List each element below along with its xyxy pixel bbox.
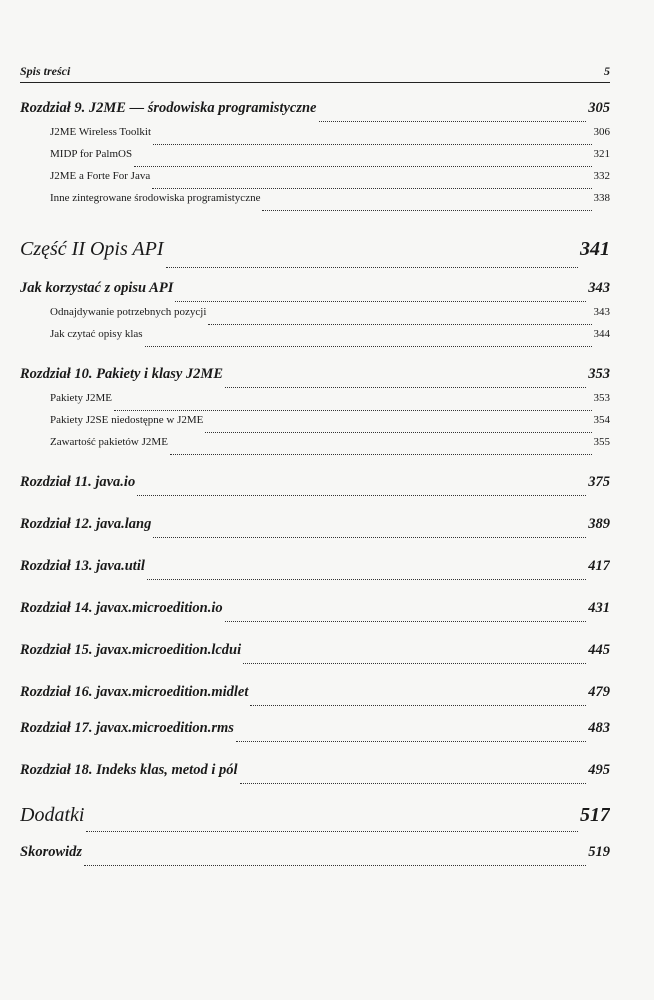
dot-leader (137, 495, 586, 496)
toc-entry-title: Skorowidz (20, 844, 83, 860)
dot-leader (175, 301, 586, 302)
toc-entry-title: Część II Opis API (20, 238, 164, 260)
dot-leader (225, 621, 587, 622)
toc-chapter-16[interactable] (20, 684, 610, 710)
toc-entry-title: Jak korzystać z opisu API (20, 280, 174, 296)
toc-entry-page: 517 (580, 804, 610, 826)
dot-leader (250, 705, 586, 706)
dot-leader (243, 663, 586, 664)
toc-entry-page: 332 (593, 170, 610, 182)
dot-leader (114, 410, 591, 411)
toc-entry-page: 389 (588, 516, 610, 532)
toc-entry-title: Rozdział 9. J2ME — środowiska programistyczne (20, 100, 317, 116)
dot-leader (262, 210, 591, 211)
toc-subentry[interactable] (20, 126, 610, 148)
toc-entry-page: 305 (588, 100, 610, 116)
toc-subentry[interactable] (20, 148, 610, 170)
dot-leader (205, 432, 591, 433)
toc-entry-page: 306 (593, 126, 610, 138)
toc-entry-page: 495 (588, 762, 610, 778)
dot-leader (145, 346, 592, 347)
table-of-contents (20, 100, 610, 870)
toc-entry-title: Pakiety J2SE niedostępne w J2ME (50, 414, 204, 426)
toc-chapter-11[interactable] (20, 474, 610, 500)
toc-entry-title: Rozdział 10. Pakiety i klasy J2ME (20, 366, 223, 382)
toc-entry-page: 479 (588, 684, 610, 700)
toc-subentry[interactable] (20, 436, 610, 458)
toc-entry-page: 355 (593, 436, 610, 448)
toc-index[interactable] (20, 844, 610, 870)
toc-entry-page: 344 (593, 328, 610, 340)
toc-subentry[interactable] (20, 192, 610, 214)
toc-entry-title: Odnajdywanie potrzebnych pozycji (50, 306, 207, 318)
toc-entry-title: Rozdział 13. java.util (20, 558, 145, 574)
dot-leader (84, 865, 586, 866)
toc-subentry[interactable] (20, 170, 610, 192)
toc-entry-page: 341 (580, 238, 610, 260)
toc-entry-page: 431 (588, 600, 610, 616)
dot-leader (147, 579, 586, 580)
dot-leader (134, 166, 591, 167)
toc-entry-page: 375 (588, 474, 610, 490)
toc-entry-page: 343 (588, 280, 610, 296)
toc-chapter-10[interactable] (20, 366, 610, 392)
toc-entry-page: 354 (593, 414, 610, 426)
toc-chapter-15[interactable] (20, 642, 610, 668)
toc-entry-title: Zawartość pakietów J2ME (50, 436, 168, 448)
dot-leader (225, 387, 586, 388)
toc-entry-title: Pakiety J2ME (50, 392, 113, 404)
dot-leader (166, 267, 579, 268)
dot-leader (208, 324, 591, 325)
toc-chapter-9[interactable] (20, 100, 610, 126)
toc-chapter-14[interactable] (20, 600, 610, 626)
dot-leader (240, 783, 587, 784)
toc-appendices[interactable] (20, 804, 610, 836)
toc-chapter-17[interactable] (20, 720, 610, 746)
toc-part-2[interactable] (20, 238, 610, 272)
toc-entry-title: Rozdział 12. java.lang (20, 516, 152, 532)
dot-leader (319, 121, 587, 122)
toc-entry-title: Inne zintegrowane środowiska programistyczne (50, 192, 261, 204)
dot-leader (153, 537, 586, 538)
dot-leader (170, 454, 592, 455)
dot-leader (236, 741, 586, 742)
toc-entry-page: 417 (588, 558, 610, 574)
toc-entry-page: 321 (593, 148, 610, 160)
toc-entry-page: 483 (588, 720, 610, 736)
toc-entry-title: J2ME a Forte For Java (50, 170, 151, 182)
toc-entry-title: J2ME Wireless Toolkit (50, 126, 152, 138)
toc-subentry[interactable] (20, 328, 610, 350)
section-title: Spis treści (20, 64, 71, 78)
toc-entry-title: Rozdział 11. java.io (20, 474, 136, 490)
toc-entry-title: MIDP for PalmOS (50, 148, 133, 160)
toc-entry-page: 353 (588, 366, 610, 382)
toc-entry-page: 343 (593, 306, 610, 318)
toc-chapter-12[interactable] (20, 516, 610, 542)
toc-entry-page: 445 (588, 642, 610, 658)
dot-leader (152, 188, 591, 189)
dot-leader (86, 831, 578, 832)
toc-entry-title: Rozdział 16. javax.microedition.midlet (20, 684, 249, 700)
toc-subentry[interactable] (20, 414, 610, 436)
toc-api-usage[interactable] (20, 280, 610, 306)
toc-chapter-13[interactable] (20, 558, 610, 584)
dot-leader (153, 144, 591, 145)
page-number: 5 (604, 64, 610, 78)
toc-subentry[interactable] (20, 392, 610, 414)
toc-entry-title: Rozdział 17. javax.microedition.rms (20, 720, 234, 736)
toc-entry-page: 338 (593, 192, 610, 204)
toc-entry-page: 519 (588, 844, 610, 860)
toc-entry-title: Rozdział 18. Indeks klas, metod i pól (20, 762, 238, 778)
running-header (20, 64, 610, 83)
toc-entry-title: Rozdział 15. javax.microedition.lcdui (20, 642, 242, 658)
toc-entry-title: Jak czytać opisy klas (50, 328, 143, 340)
toc-entry-page: 353 (593, 392, 610, 404)
toc-entry-title: Dodatki (20, 804, 85, 826)
toc-subentry[interactable] (20, 306, 610, 328)
toc-chapter-18[interactable] (20, 762, 610, 788)
toc-entry-title: Rozdział 14. javax.microedition.io (20, 600, 223, 616)
